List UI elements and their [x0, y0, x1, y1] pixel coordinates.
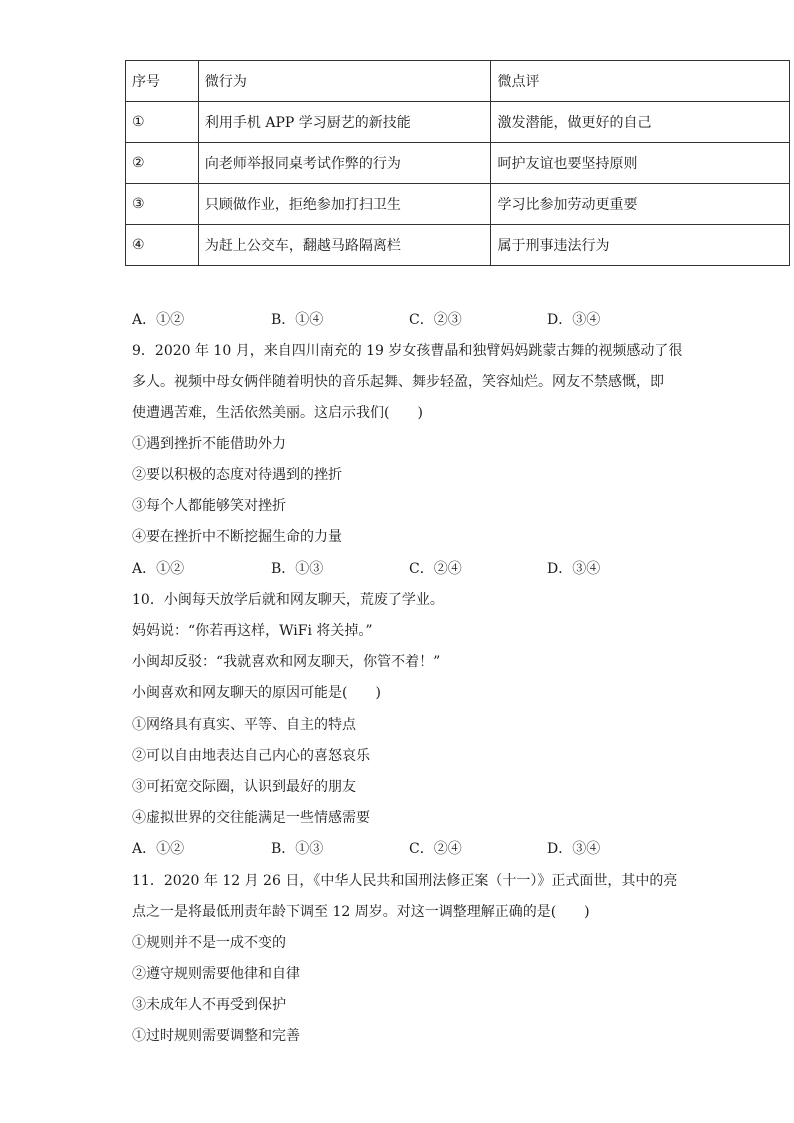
header-cell: 微点评 [491, 61, 790, 102]
table-cell: ④ [126, 225, 199, 266]
q11-stem-line: 点之一是将最低刑责年龄下调至 12 周岁。对这一调整理解正确的是( ) [132, 904, 590, 920]
table-row [126, 102, 790, 143]
q9-options [132, 560, 752, 578]
table-cell: ① [126, 102, 199, 143]
option-d[interactable]: D．③④ [547, 561, 601, 577]
q8-options [132, 311, 752, 329]
option-b[interactable]: B．①③ [271, 561, 324, 577]
q10-item: ④虚拟世界的交往能满足一些情感需要 [132, 810, 370, 826]
option-b[interactable]: B．①③ [271, 841, 324, 857]
q9-item: ③每个人都能够笑对挫折 [132, 498, 286, 514]
behavior-table [125, 60, 790, 266]
q10-item: ②可以自由地表达自己内心的喜怒哀乐 [132, 748, 370, 764]
table-cell: 学习比参加劳动更重要 [491, 184, 790, 225]
header-cell: 微行为 [198, 61, 491, 102]
table-row [126, 184, 790, 225]
option-a[interactable]: A．①② [132, 312, 185, 328]
option-b[interactable]: B．①④ [271, 312, 324, 328]
q10-item: ③可拓宽交际圈，认识到最好的朋友 [132, 779, 356, 795]
table-cell: ② [126, 143, 199, 184]
option-a[interactable]: A．①② [132, 561, 185, 577]
option-c[interactable]: C．②④ [409, 561, 462, 577]
option-c[interactable]: C．②③ [409, 312, 462, 328]
table-cell: 利用手机 APP 学习厨艺的新技能 [198, 102, 491, 143]
q9-item: ①遇到挫折不能借助外力 [132, 436, 286, 452]
table-cell: 只顾做作业，拒绝参加打扫卫生 [198, 184, 491, 225]
q9-item: ④要在挫折中不断挖掘生命的力量 [132, 529, 342, 545]
q11-item: ①规则并不是一成不变的 [132, 935, 286, 951]
q11-item: ③未成年人不再受到保护 [132, 997, 286, 1013]
q9-stem-line: 使遭遇苦难，生活依然美丽。这启示我们( ) [132, 405, 423, 421]
q9-stem-line: 9．2020 年 10 月，来自四川南充的 19 岁女孩曹晶和独臂妈妈跳蒙古舞的视频感动了很 [132, 343, 683, 359]
q10-stem-line: 妈妈说：“你若再这样，WiFi 将关掉。” [132, 623, 373, 639]
table-cell: 属于刑事违法行为 [491, 225, 790, 266]
table-cell: 激发潜能，做更好的自己 [491, 102, 790, 143]
q10-options [132, 840, 752, 858]
table-cell: ③ [126, 184, 199, 225]
q11-item: ①过时规则需要调整和完善 [132, 1028, 300, 1044]
header-cell: 序号 [126, 61, 199, 102]
option-a[interactable]: A．①② [132, 841, 185, 857]
option-c[interactable]: C．②④ [409, 841, 462, 857]
table-cell: 呵护友谊也要坚持原则 [491, 143, 790, 184]
table-row [126, 143, 790, 184]
table-header-row [126, 61, 790, 102]
q9-stem-line: 多人。视频中母女俩伴随着明快的音乐起舞、舞步轻盈，笑容灿烂。网友不禁感慨，即 [132, 374, 664, 390]
q10-item: ①网络具有真实、平等、自主的特点 [132, 717, 356, 733]
q11-stem-line: 11．2020 年 12 月 26 日，《中华人民共和国刑法修正案（十一）》正式面世，其中的亮 [132, 873, 678, 889]
table-row [126, 225, 790, 266]
table-cell: 向老师举报同桌考试作弊的行为 [198, 143, 491, 184]
option-d[interactable]: D．③④ [547, 312, 601, 328]
table-cell: 为赶上公交车，翻越马路隔离栏 [198, 225, 491, 266]
q10-stem-line: 小闽却反驳：“我就喜欢和网友聊天，你管不着！” [132, 654, 441, 670]
q11-item: ②遵守规则需要他律和自律 [132, 966, 300, 982]
q9-item: ②要以积极的态度对待遇到的挫折 [132, 467, 342, 483]
q10-stem-line: 小闽喜欢和网友聊天的原因可能是( ) [132, 685, 381, 701]
q10-stem-line: 10．小闽每天放学后就和网友聊天，荒废了学业。 [132, 592, 444, 608]
option-d[interactable]: D．③④ [547, 841, 601, 857]
